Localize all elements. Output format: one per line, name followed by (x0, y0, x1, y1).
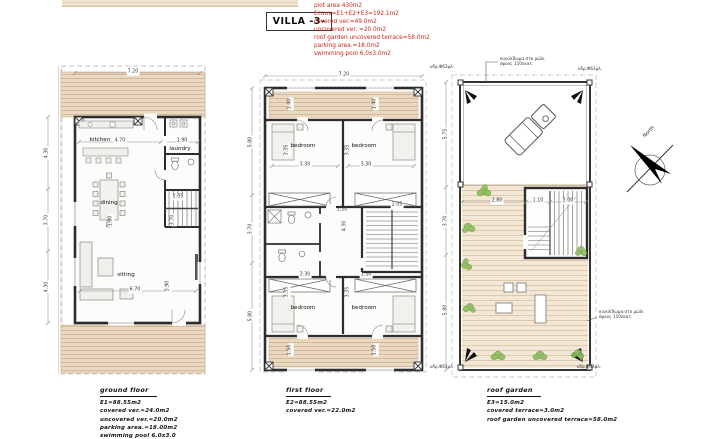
dim-label: 1.40 (287, 98, 293, 110)
dim-label: 5.80 (248, 136, 254, 148)
dim-label: 3.30 (299, 272, 311, 278)
dim-label: 2.00 (562, 198, 574, 204)
dim-label: 2.80 (491, 198, 503, 204)
dim-label: 6.70 (129, 287, 141, 293)
area-notes (314, 2, 430, 58)
caption-title: first floor (286, 386, 331, 397)
dim-label: 3.70 (443, 215, 449, 227)
drain-label: υδρ.Φ63μλ. (578, 66, 603, 71)
dim-label: 3.35 (284, 286, 290, 298)
note-line: parking area.=18.0m2 (314, 43, 380, 49)
note-line: Ecouv=E1+E2+E3=192.1m2 (314, 11, 399, 17)
note-line: plot area 430m2 (314, 3, 363, 9)
room-label-sitting: sitting (117, 272, 135, 279)
caption-line: E2=88.55m2 (286, 400, 328, 406)
dim-label: 1.90 (176, 138, 188, 144)
caption-line: covered terrace=3.0m2 (487, 408, 565, 415)
drain-label: υδρ.Φ63μλ. (430, 364, 455, 369)
railing-note-line: ύψους 110εκατ. (599, 314, 633, 320)
room-label-kitchen: kitchen (89, 137, 111, 144)
room-label-laundry: laundry (169, 146, 191, 153)
first-floor-caption (286, 377, 356, 416)
dim-label: 4.30 (342, 220, 348, 232)
top-hatch-strip (62, 0, 298, 7)
room-label-bedroom: bedroom (351, 305, 377, 312)
dim-label: 2.05 (391, 202, 403, 208)
railing-note-top (500, 56, 545, 67)
parking-area-hatch (61, 69, 205, 117)
dim-label: 4.30 (44, 281, 50, 293)
note-line: swimming pool 6.0x3.0m2 (314, 51, 391, 57)
dim-label: 3.30 (360, 272, 372, 278)
caption-line: parking area.=18.00m2 (100, 424, 178, 431)
caption-line: uncovered ver.=20.0m2 (100, 416, 178, 423)
terrace-hatch (61, 325, 205, 373)
dim-label: 7.20 (127, 69, 139, 75)
dim-label: 3.30 (299, 162, 311, 168)
dim-label: 5.80 (443, 304, 449, 316)
dim-label: 1.10 (532, 198, 544, 204)
dim-label: 5.75 (443, 128, 449, 140)
room-label-dining: dining (100, 200, 118, 207)
note-line: covered ver.=49.0m2 (314, 19, 377, 25)
ground-floor-caption (100, 377, 178, 439)
roof-garden-plan-drawing (438, 55, 705, 385)
railing-note-line: ύψους 110εκατ. (500, 61, 534, 67)
roof-garden-caption (487, 377, 617, 424)
caption-title: ground floor (100, 386, 157, 397)
first-floor-plan-drawing (242, 62, 432, 377)
north-arrow-icon (627, 145, 673, 192)
caption-line: covered ver.=22.0m2 (286, 408, 356, 415)
room-label-bedroom: bedroom (290, 143, 316, 150)
caption-title: roof garden (487, 386, 541, 397)
dim-label: 3.70 (248, 223, 254, 235)
room-label-bedroom: bedroom (290, 305, 316, 312)
dim-label: 1.50 (287, 344, 293, 356)
dim-label: 3.30 (360, 162, 372, 168)
dim-label: 1.30 (336, 207, 348, 213)
north-label: North (641, 124, 657, 140)
caption-line: roof garden uncovered terrace=58.0m2 (487, 416, 618, 423)
caption-line: E3=15.0m2 (487, 400, 525, 406)
dim-label: 1.80 (108, 215, 114, 227)
dim-label: 3.35 (345, 286, 351, 298)
dim-label: 3.70 (170, 214, 176, 226)
villa-title: VILLA -3- (272, 16, 326, 27)
drain-label: υδρ.Φ63μλ. (577, 364, 602, 369)
dim-label: 7.20 (338, 72, 350, 78)
railing-note-line: κιγκλίδωμα στο μώλι (599, 309, 644, 314)
dim-label: 3.90 (165, 280, 171, 292)
drain-label: υδρ.Φ63μλ. (430, 64, 455, 69)
caption-line: covered ver.=24.0m2 (100, 408, 170, 415)
dim-label: 3.35 (345, 144, 351, 156)
dim-label: 3.70 (44, 214, 50, 226)
dim-label: 4.70 (114, 138, 126, 144)
dim-label: 2.05 (172, 194, 184, 200)
note-line: uncovered ver. =20.0m2 (314, 27, 387, 33)
note-line: roof garden uncovered terrace=58.0m2 (314, 35, 430, 41)
dim-label: 1.40 (372, 98, 378, 110)
dim-label: 3.35 (284, 144, 290, 156)
caption-line: swimming pool 6.0x3.0 (100, 433, 176, 439)
dim-label: 5.80 (248, 310, 254, 322)
room-label-bedroom: bedroom (351, 143, 377, 150)
ground-floor-plan-drawing (38, 62, 218, 382)
railing-note-line: κιγκλίδωμα στο μώλι (500, 56, 545, 61)
dim-label: 4.30 (44, 147, 50, 159)
caption-line: E1=88.55m2 (100, 400, 142, 406)
dim-label: 1.50 (372, 344, 378, 356)
railing-note-right (599, 309, 644, 320)
